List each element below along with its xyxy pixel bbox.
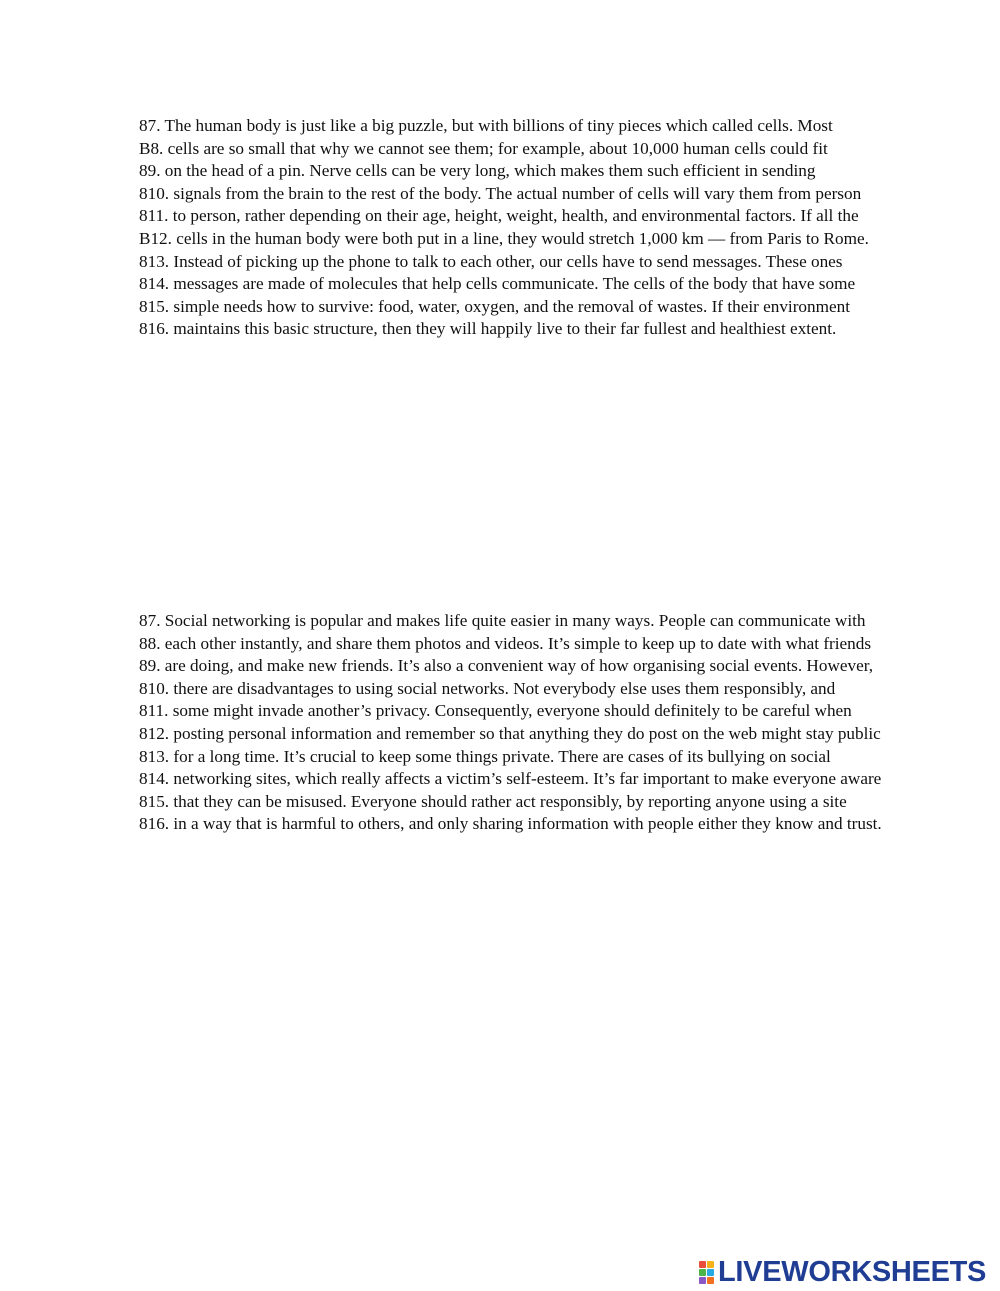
passage-line: B12. cells in the human body were both put in a line, they would stretch 1,000 km — from Paris to Rome. xyxy=(139,228,869,248)
passage-line: 88. each other instantly, and share them photos and videos. It’s simple to keep up to date with what friends xyxy=(139,633,872,653)
passage-line: 87. Social networking is popular and makes life quite easier in many ways. People can communicate with xyxy=(139,611,866,630)
logo-mark-square xyxy=(707,1269,714,1276)
passage-line: 814. networking sites, which really affects a victim’s self-esteem. It’s far important to make everyone aware xyxy=(139,769,882,789)
logo-mark-square xyxy=(707,1277,714,1284)
passage-line: B8. cells are so small that why we cannot see them; for example, about 10,000 human cells could fit xyxy=(139,138,828,158)
passage-line: 816. maintains this basic structure, then they will happily live to their far fullest and healthiest extent. xyxy=(139,319,837,339)
passage-line: 810. there are disadvantages to using social networks. Not everybody else uses them responsibly, and xyxy=(139,678,836,698)
liveworksheets-logo-icon xyxy=(699,1261,714,1284)
passage-line: 814. messages are made of molecules that help cells communicate. The cells of the body that have some xyxy=(139,274,856,294)
passage-line: 89. are doing, and make new friends. It’s also a convenient way of how organising social events. However, xyxy=(139,656,874,676)
logo-text: LIVEWORKSHEETS xyxy=(718,1255,987,1288)
passage-line: 812. posting personal information and remember so that anything they do post on the web might stay public xyxy=(139,723,881,743)
logo-mark-square xyxy=(699,1269,706,1276)
passage-2-social-networking xyxy=(139,610,939,836)
logo-mark-square xyxy=(699,1277,706,1284)
liveworksheets-logo xyxy=(699,1257,986,1287)
passage-line: 87. The human body is just like a big puzzle, but with billions of tiny pieces which called cells. Most xyxy=(139,116,833,135)
passage-line: 89. on the head of a pin. Nerve cells can be very long, which makes them such efficient in sending xyxy=(139,161,816,181)
logo-mark-square xyxy=(707,1261,714,1268)
passage-line: 813. for a long time. It’s crucial to keep some things private. There are cases of its bullying on social xyxy=(139,746,831,766)
passage-line: 811. some might invade another’s privacy. Consequently, everyone should definitely to be careful when xyxy=(139,701,852,721)
passage-line: 815. simple needs how to survive: food, water, oxygen, and the removal of wastes. If their environment xyxy=(139,296,850,316)
passage-line: 810. signals from the brain to the rest of the body. The actual number of cells will vary them from person xyxy=(139,183,862,203)
logo-mark-square xyxy=(699,1261,706,1268)
passage-line: 816. in a way that is harmful to others, and only sharing information with people either they know and trust. xyxy=(139,814,882,834)
passage-1-cells xyxy=(139,115,939,341)
passage-line: 815. that they can be misused. Everyone should rather act responsibly, by reporting anyone using a site xyxy=(139,791,847,811)
passage-line: 813. Instead of picking up the phone to talk to each other, our cells have to send messages. These ones xyxy=(139,251,843,271)
passage-line: 811. to person, rather depending on their age, height, weight, health, and environmental factors. If all the xyxy=(139,206,859,226)
